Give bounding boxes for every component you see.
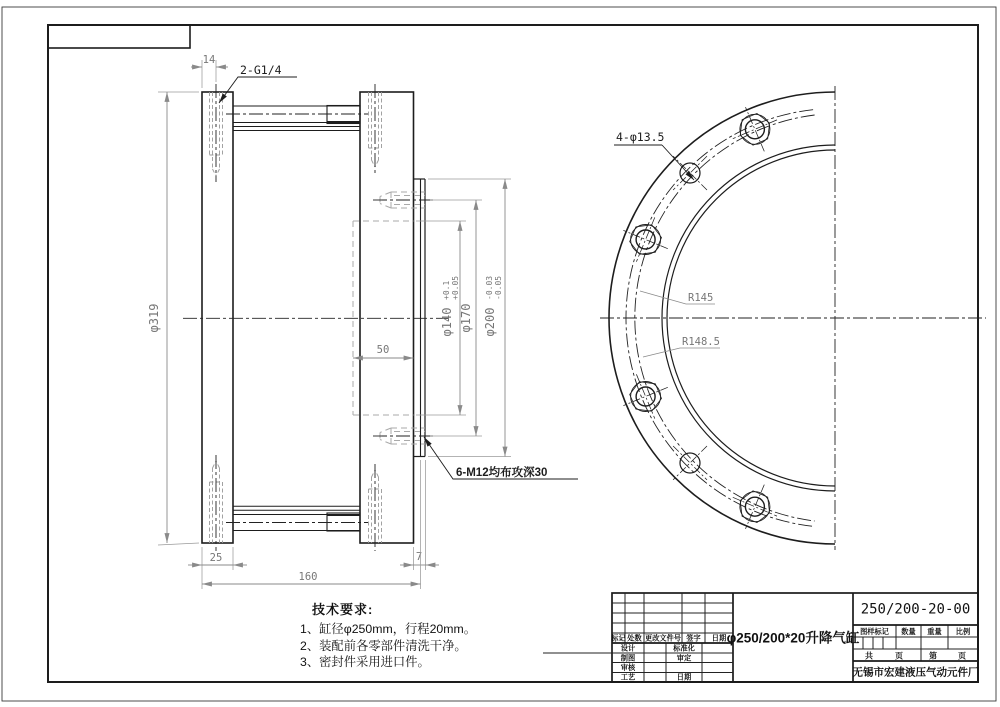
- r148-5-label: [643, 336, 720, 357]
- sheet-page-unit: 页: [958, 651, 966, 661]
- hole-label-text: 4-φ13.5: [616, 130, 665, 144]
- info-header-scale: 比例: [955, 627, 971, 636]
- drawing-number: 250/200-20-00: [860, 601, 971, 618]
- rear-port-hidden: [210, 84, 223, 182]
- dim-14-text: 14: [202, 54, 216, 66]
- info-header-weight: 重量: [927, 627, 942, 636]
- dim-phi200-tol-upper: -0.03: [485, 275, 494, 300]
- dim-50: [353, 344, 414, 358]
- tapped-hole-top-hidden: [373, 192, 433, 208]
- dim-phi140-tol-lower: +0.05: [451, 275, 460, 300]
- cylinder-body: [360, 92, 414, 543]
- bottom-tie-rod: [226, 506, 368, 531]
- hole-label: [614, 130, 694, 180]
- dim-phi319-text: φ319: [147, 303, 161, 333]
- dim-phi170-text: φ170: [459, 303, 473, 333]
- rev-header-count: 处数: [627, 633, 642, 643]
- title-block: [543, 593, 979, 682]
- body-port-hidden: [369, 84, 382, 173]
- top-left-block: [48, 25, 190, 48]
- rear-cover-plate: [202, 92, 233, 543]
- row-draft-label: 制图: [620, 653, 636, 663]
- rev-header-docno: 更改文件号: [645, 633, 681, 643]
- sheet-total-label: 共: [865, 651, 873, 661]
- tech-req-line-1: 1、缸径φ250mm，行程20mm。: [300, 622, 477, 636]
- port-label: [219, 63, 297, 103]
- dim-25: [188, 547, 247, 589]
- tech-req-title: 技术要求:: [312, 602, 374, 617]
- tapped-hole-bottom-hidden: [373, 428, 433, 444]
- tap-label-text: 6-M12均布攻深30: [456, 467, 548, 479]
- paper-border: [2, 7, 996, 701]
- r145-label: [640, 291, 715, 304]
- sheet-total-unit: 页: [895, 651, 903, 661]
- rear-port-hidden-bottom: [210, 455, 223, 551]
- rev-header-date: 日期: [711, 633, 727, 643]
- dim-50-text: 50: [376, 344, 390, 356]
- tap-label: [424, 437, 578, 479]
- side-view: [147, 54, 578, 589]
- row-approve-label: 审定: [676, 653, 692, 663]
- port-label-text: 2-G1/4: [240, 63, 282, 77]
- dim-160-text: 160: [298, 571, 318, 583]
- dim-14: [191, 54, 228, 88]
- rev-header-sign: 签字: [686, 633, 701, 643]
- company-name: 无锡市宏建液压气动元件厂: [852, 666, 979, 679]
- row-check-label: 审核: [620, 663, 636, 672]
- rod-nut: [327, 106, 360, 124]
- row-standard-label: 标准化: [673, 643, 695, 653]
- top-tie-rod: [226, 106, 368, 131]
- technical-requirements: [300, 599, 530, 671]
- dim-7: [400, 460, 439, 570]
- r145-text: R145: [688, 292, 714, 304]
- dim-160: [202, 460, 421, 589]
- through-hole: [673, 446, 707, 480]
- dim-phi140-tol-upper: +0.1: [442, 280, 451, 300]
- r148-5-text: R148.5: [682, 336, 720, 348]
- info-header-mark: 图样标记: [860, 627, 889, 636]
- tech-req-line-2: 2、装配前各零部件清洗干净。: [300, 638, 467, 653]
- sheet-page-label: 第: [929, 651, 937, 661]
- body-port-hidden-bottom: [369, 464, 382, 551]
- dim-7-text: 7: [415, 551, 423, 563]
- drawing-frame: [48, 25, 978, 682]
- dim-phi200-text: φ200: [483, 307, 497, 337]
- part-name: φ250/200*20升降气缸: [726, 630, 860, 646]
- front-view: [600, 86, 986, 550]
- tech-req-line-3: 3、密封件采用进口件。: [300, 655, 430, 669]
- dim-phi200-tol-lower: -0.05: [494, 275, 503, 300]
- through-hole: [673, 156, 707, 190]
- row-process-label: 工艺: [620, 672, 636, 682]
- row-design-label: 设计: [620, 643, 636, 653]
- dim-25-text: 25: [209, 552, 223, 564]
- row-date-label: 日期: [676, 672, 692, 682]
- info-header-qty: 数量: [901, 627, 916, 636]
- dim-phi140-text: φ140: [440, 307, 454, 337]
- rev-header-mark: 标记: [611, 633, 626, 643]
